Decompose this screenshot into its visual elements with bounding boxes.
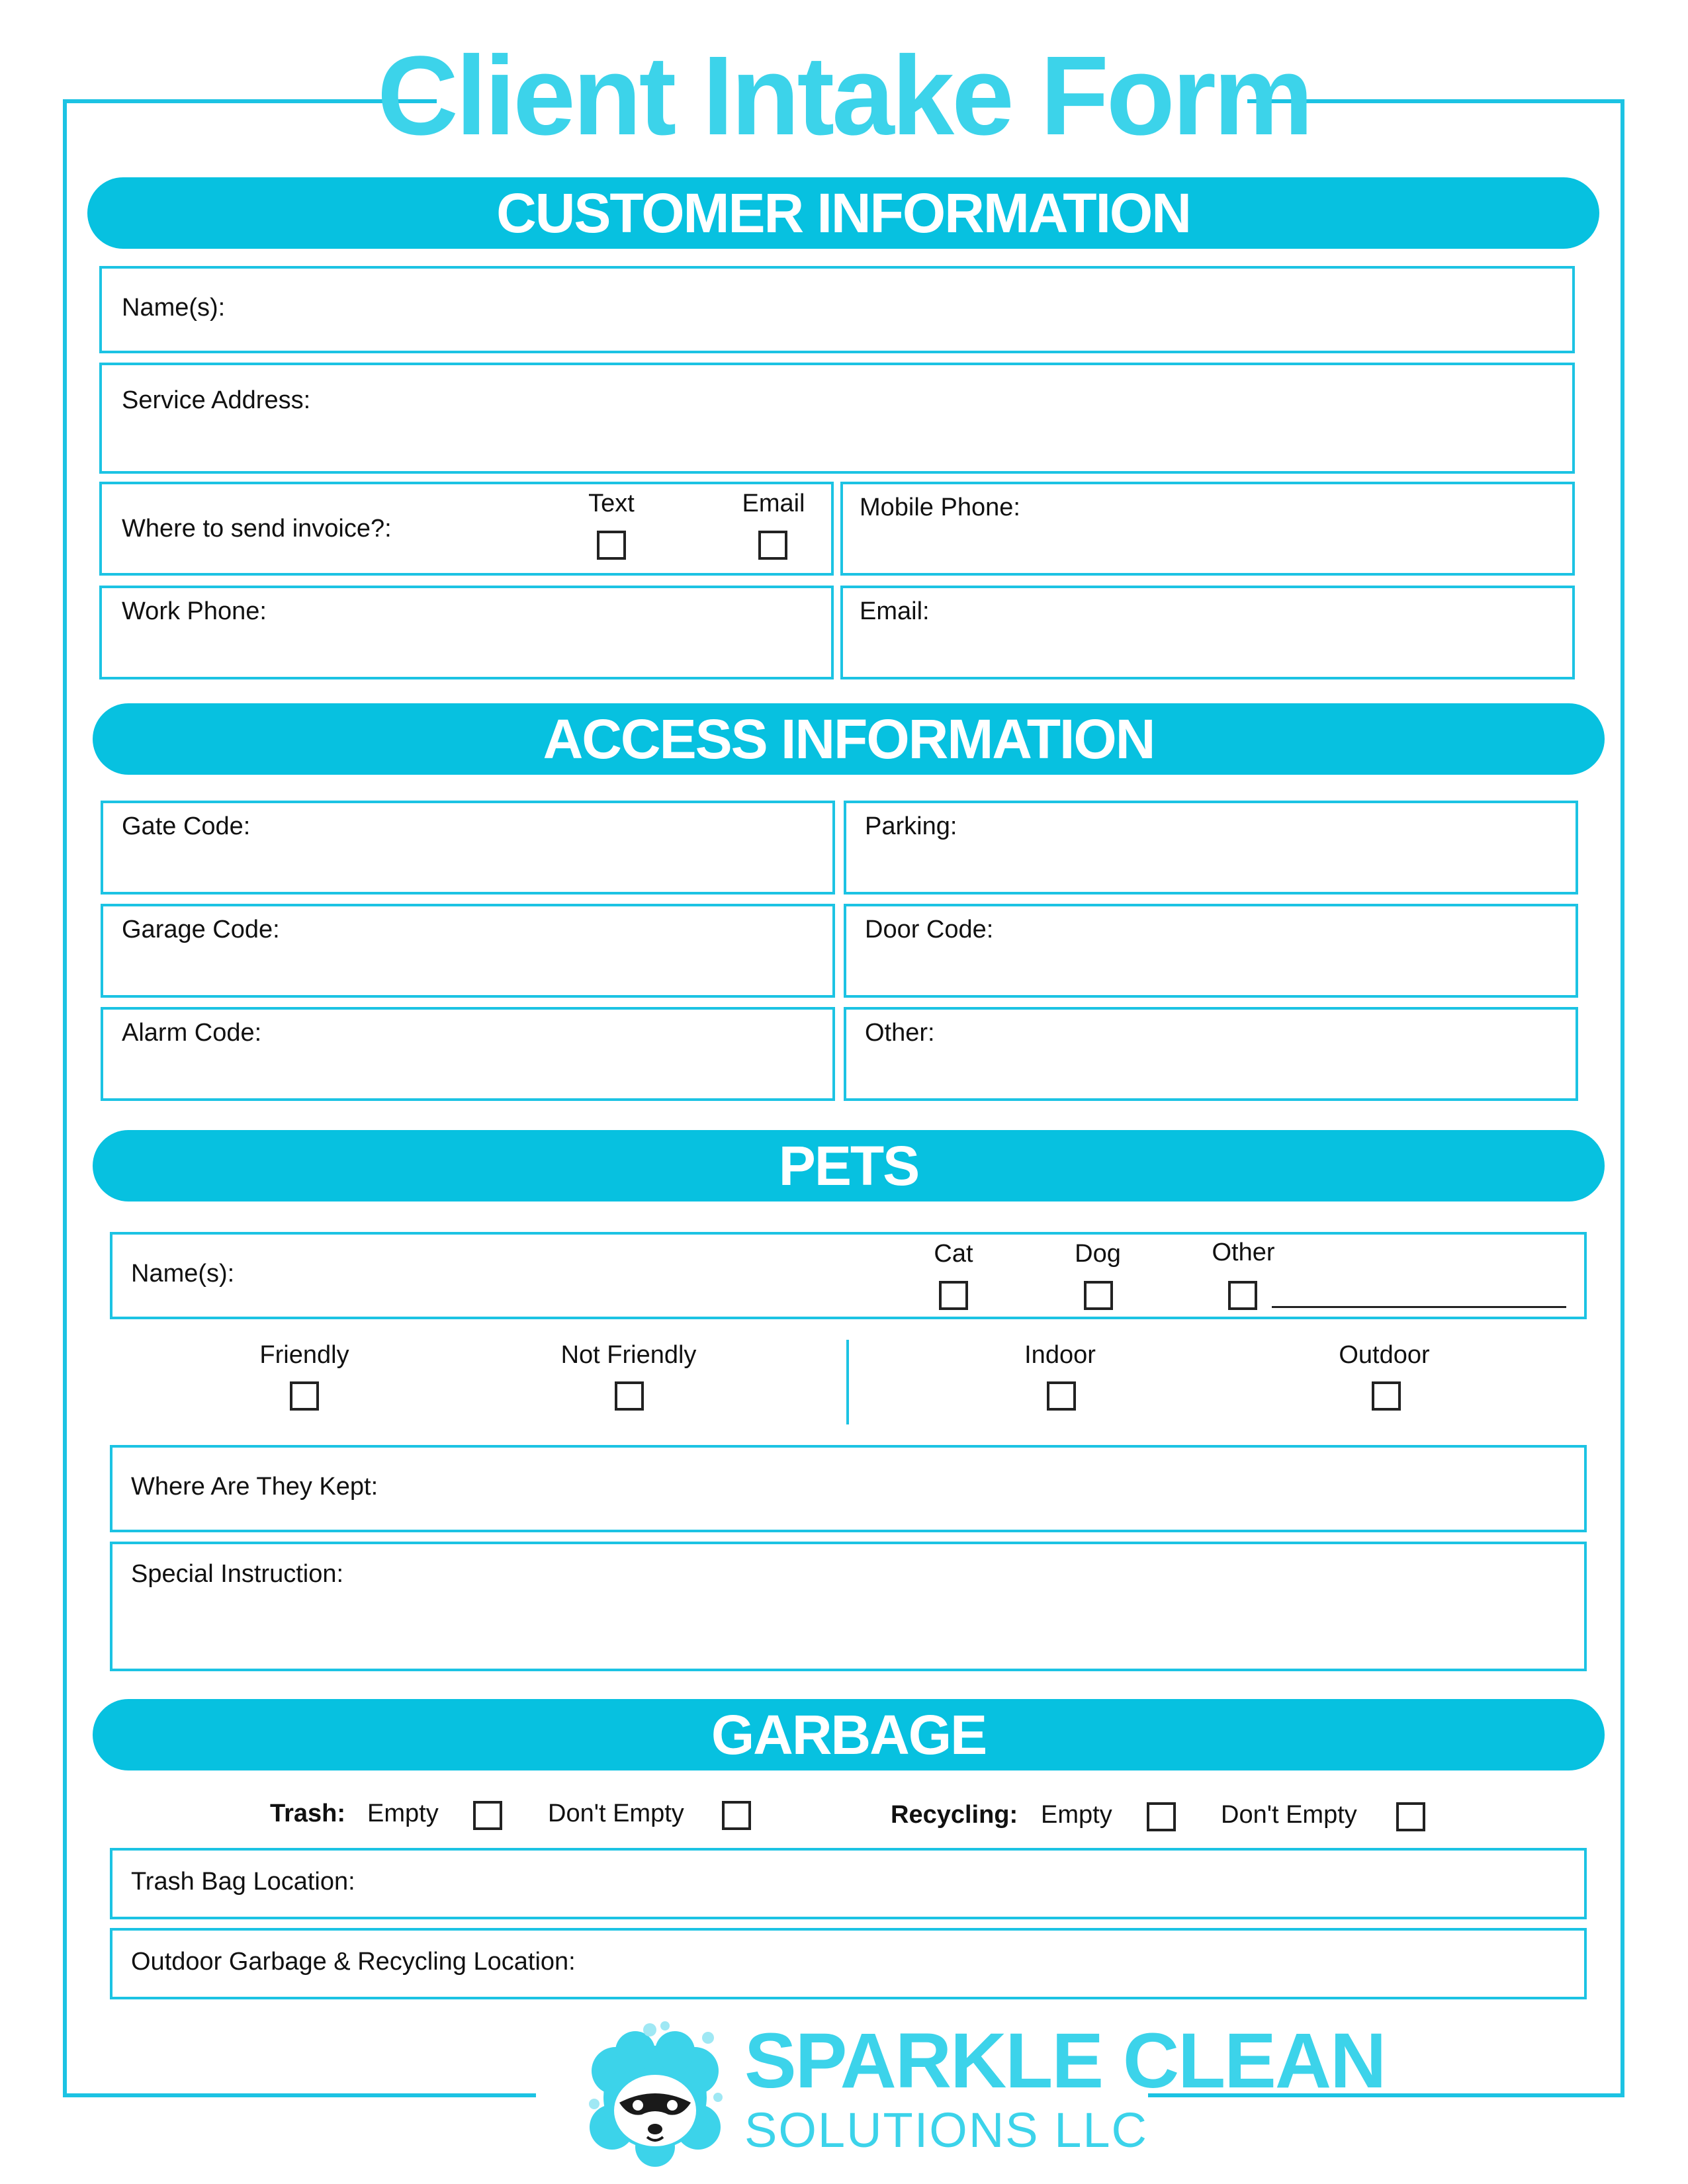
logo-company-suffix: SOLUTIONS LLC: [744, 2103, 1148, 2158]
customer-names-field[interactable]: [99, 266, 1575, 353]
frame-right: [1621, 99, 1624, 2097]
garage-code-label: Garage Code:: [122, 916, 280, 943]
pet-other-checkbox[interactable]: [1228, 1281, 1257, 1310]
where-kept-field[interactable]: [110, 1445, 1587, 1532]
invoice-label: Where to send invoice?:: [122, 515, 392, 543]
pet-names-label: Name(s):: [131, 1260, 235, 1288]
access-other-label: Other:: [865, 1019, 935, 1047]
invoice-email-label: Email: [742, 490, 805, 517]
trash-bag-location-field[interactable]: [110, 1848, 1587, 1919]
indoor-label: Indoor: [1024, 1341, 1096, 1369]
customer-names-label: Name(s):: [122, 294, 226, 322]
not-friendly-label: Not Friendly: [560, 1341, 697, 1369]
door-code-field[interactable]: [844, 904, 1578, 998]
page-title: Client Intake Form: [377, 33, 1311, 159]
section-heading-access: ACCESS INFORMATION: [93, 703, 1605, 775]
invoice-email-checkbox[interactable]: [758, 531, 787, 560]
frame-bottom-left: [63, 2093, 536, 2097]
parking-field[interactable]: [844, 801, 1578, 895]
pet-dog-checkbox[interactable]: [1084, 1281, 1113, 1310]
service-address-label: Service Address:: [122, 386, 311, 414]
frame-left: [63, 99, 67, 2097]
pet-names-field[interactable]: [110, 1232, 1587, 1319]
outdoor-location-label: Outdoor Garbage & Recycling Location:: [131, 1948, 576, 1976]
outdoor-location-field[interactable]: [110, 1928, 1587, 1999]
pet-cat-checkbox[interactable]: [939, 1281, 968, 1310]
outdoor-checkbox[interactable]: [1372, 1381, 1401, 1411]
recycling-dont-empty-label: Don't Empty: [1221, 1801, 1357, 1829]
special-instruction-field[interactable]: [110, 1542, 1587, 1671]
raccoon-icon: [582, 2018, 728, 2170]
trash-dont-empty-label: Don't Empty: [548, 1800, 684, 1827]
trash-dont-empty-checkbox[interactable]: [722, 1801, 751, 1830]
section-heading-customer: CUSTOMER INFORMATION: [87, 177, 1599, 249]
recycling-empty-checkbox[interactable]: [1147, 1802, 1176, 1831]
section-heading-garbage: GARBAGE: [93, 1699, 1605, 1770]
friendly-checkbox[interactable]: [290, 1381, 319, 1411]
friendly-label: Friendly: [259, 1341, 349, 1369]
recycling-dont-empty-checkbox[interactable]: [1396, 1802, 1425, 1831]
mobile-phone-field[interactable]: [840, 482, 1575, 576]
invoice-field: [99, 482, 834, 576]
invoice-text-label: Text: [588, 490, 635, 517]
customer-email-label: Email:: [860, 597, 930, 625]
access-other-field[interactable]: [844, 1007, 1578, 1101]
parking-label: Parking:: [865, 812, 957, 840]
gate-code-label: Gate Code:: [122, 812, 251, 840]
recycling-empty-label: Empty: [1041, 1801, 1112, 1829]
trash-empty-label: Empty: [367, 1800, 439, 1827]
pet-cat-label: Cat: [934, 1240, 973, 1268]
not-friendly-checkbox[interactable]: [615, 1381, 644, 1411]
pets-divider: [846, 1340, 849, 1424]
service-address-field[interactable]: [99, 363, 1575, 474]
pet-dog-label: Dog: [1075, 1240, 1121, 1268]
where-kept-label: Where Are They Kept:: [131, 1473, 378, 1501]
pet-other-underline[interactable]: [1272, 1306, 1566, 1308]
alarm-code-field[interactable]: [101, 1007, 835, 1101]
recycling-label: Recycling:: [891, 1801, 1018, 1829]
alarm-code-label: Alarm Code:: [122, 1019, 262, 1047]
special-instruction-label: Special Instruction:: [131, 1560, 344, 1588]
outdoor-label: Outdoor: [1339, 1341, 1430, 1369]
section-heading-pets: PETS: [93, 1130, 1605, 1201]
trash-empty-checkbox[interactable]: [473, 1801, 502, 1830]
trash-bag-location-label: Trash Bag Location:: [131, 1868, 355, 1896]
logo-company-name: SPARKLE CLEAN: [744, 2017, 1386, 2105]
mobile-phone-label: Mobile Phone:: [860, 494, 1020, 521]
gate-code-field[interactable]: [101, 801, 835, 895]
invoice-text-checkbox[interactable]: [597, 531, 626, 560]
garage-code-field[interactable]: [101, 904, 835, 998]
customer-email-field[interactable]: [840, 586, 1575, 679]
work-phone-field[interactable]: [99, 586, 834, 679]
indoor-checkbox[interactable]: [1047, 1381, 1076, 1411]
work-phone-label: Work Phone:: [122, 597, 267, 625]
trash-label: Trash:: [270, 1800, 346, 1827]
pet-other-label: Other: [1212, 1239, 1275, 1266]
door-code-label: Door Code:: [865, 916, 994, 943]
